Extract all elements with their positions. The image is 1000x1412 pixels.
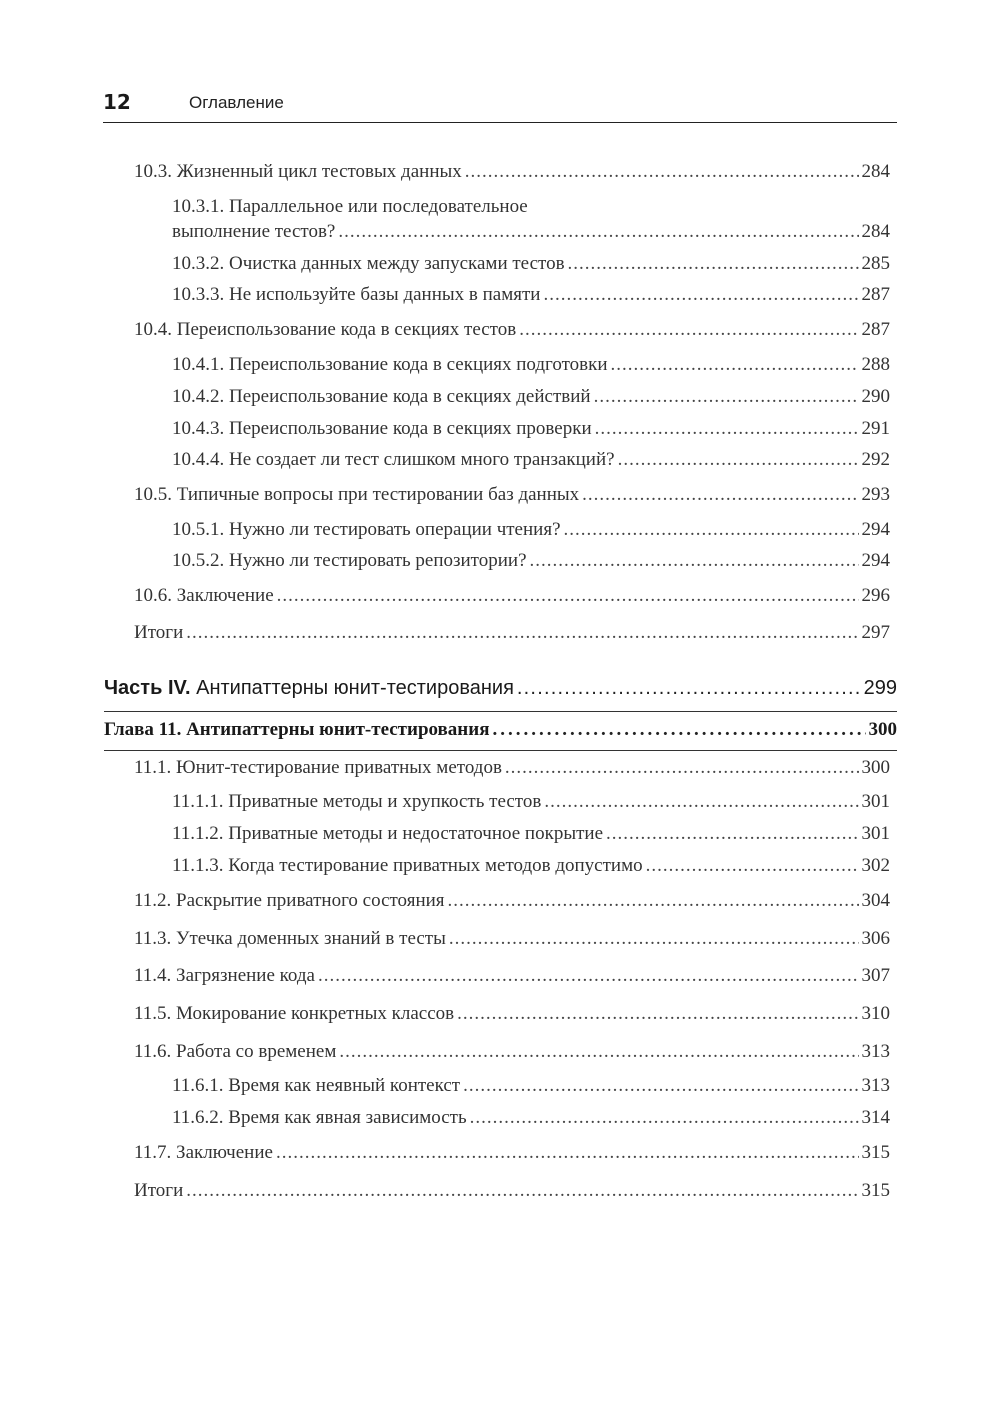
toc-page-number: 300	[868, 719, 897, 740]
toc-part-4[interactable]	[104, 677, 897, 700]
toc-entry-title: 10.3. Жизненный цикл тестовых данных	[134, 161, 462, 182]
toc-entry-summary-10[interactable]	[134, 622, 890, 644]
toc-page-number: 293	[861, 484, 890, 505]
page-header	[103, 88, 897, 123]
toc-page-number: 287	[861, 319, 890, 340]
toc-entry-10-4-3[interactable]	[172, 418, 890, 440]
toc-entry-10-5[interactable]	[134, 484, 890, 506]
toc-entry-11-6[interactable]	[134, 1041, 890, 1063]
toc-page-number: 291	[861, 418, 890, 439]
toc-page-number: 304	[861, 890, 890, 911]
toc-chapter-11[interactable]	[104, 719, 897, 741]
toc-entry-10-5-1[interactable]	[172, 519, 890, 541]
toc-entry-title: 10.4.1. Переиспользование кода в секциях подготовки	[172, 354, 608, 375]
toc-entry-11-1-1[interactable]	[172, 791, 890, 813]
toc-page-number: 299	[863, 677, 897, 699]
dot-leader	[564, 519, 859, 541]
divider	[104, 711, 897, 712]
toc-entry-title: 11.7. Заключение	[134, 1142, 273, 1163]
toc-entry-11-5[interactable]	[134, 1003, 890, 1025]
toc-page-number: 307	[861, 965, 890, 986]
dot-leader	[505, 757, 859, 779]
toc-page-number: 313	[861, 1041, 890, 1062]
toc-page-number: 294	[861, 550, 890, 571]
toc-entry-10-3-1[interactable]	[172, 221, 890, 243]
toc-entry-title: 10.3.3. Не используйте базы данных в памяти	[172, 284, 541, 305]
dot-leader	[611, 354, 859, 376]
dot-leader	[338, 221, 858, 243]
toc-entry-10-4-4[interactable]	[172, 449, 890, 471]
part-heading	[104, 677, 514, 700]
dot-leader	[568, 253, 859, 275]
toc-entry-title: 11.1. Юнит-тестирование приватных методов	[134, 757, 502, 778]
dot-leader	[544, 791, 858, 813]
toc-entry-title: 11.3. Утечка доменных знаний в тесты	[134, 928, 446, 949]
toc-page-number: 310	[861, 1003, 890, 1024]
toc-entry-10-4[interactable]	[134, 319, 890, 341]
dot-leader	[582, 484, 858, 506]
toc-page-number: 296	[861, 585, 890, 606]
toc-page-number: 285	[861, 253, 890, 274]
dot-leader	[449, 928, 859, 950]
dot-leader	[519, 319, 858, 341]
part-label: Часть IV.	[104, 677, 191, 699]
toc-entry-title: 11.1.3. Когда тестирование приватных методов допустимо	[172, 855, 643, 876]
toc-entry-title: 10.5.2. Нужно ли тестировать репозитории?	[172, 550, 527, 571]
dot-leader	[530, 550, 859, 572]
toc-entry-10-3-1-line1[interactable]: 10.3.1. Параллельное или последовательное	[172, 196, 528, 217]
toc-entry-title: 10.3.2. Очистка данных между запусками тестов	[172, 253, 565, 274]
toc-entry-11-4[interactable]	[134, 965, 890, 987]
dot-leader	[277, 585, 859, 607]
toc-entry-title: 10.4. Переиспользование кода в секциях тестов	[134, 319, 517, 340]
toc-entry-11-2[interactable]	[134, 890, 890, 912]
toc-entry-title: 11.6.2. Время как явная зависимость	[172, 1107, 467, 1128]
toc-entry-title: Итоги	[134, 622, 184, 643]
toc-entry-title: 10.5. Типичные вопросы при тестировании баз данных	[134, 484, 580, 505]
toc-entry-11-1-3[interactable]	[172, 855, 890, 877]
dot-leader	[186, 1180, 858, 1202]
dot-leader	[470, 1107, 859, 1129]
divider	[104, 750, 897, 751]
toc-entry-10-4-1[interactable]	[172, 354, 890, 376]
dot-leader	[318, 965, 859, 987]
toc-entry-title: 10.4.4. Не создает ли тест слишком много транзакций?	[172, 449, 615, 470]
toc-entry-title: 10.4.3. Переиспользование кода в секциях проверки	[172, 418, 592, 439]
toc-entry-11-6-2[interactable]	[172, 1107, 890, 1129]
dot-leader	[543, 284, 858, 306]
part-title: Антипаттерны юнит-тестирования	[196, 677, 514, 699]
dot-leader	[646, 855, 859, 877]
dot-leader	[448, 890, 859, 912]
dot-leader	[492, 719, 865, 741]
toc-page-number: 302	[861, 855, 890, 876]
dot-leader	[606, 823, 859, 845]
chapter-title: Глава 11. Антипаттерны юнит-тестирования	[104, 719, 490, 740]
toc-entry-summary-11[interactable]	[134, 1180, 890, 1202]
toc-entry-title: Итоги	[134, 1180, 184, 1201]
toc-page-number: 292	[861, 449, 890, 470]
toc-page-number: 313	[861, 1075, 890, 1096]
dot-leader	[595, 418, 859, 440]
toc-entry-10-5-2[interactable]	[172, 550, 890, 572]
toc-entry-title: 11.1.1. Приватные методы и хрупкость тестов	[172, 791, 542, 812]
toc-entry-11-1[interactable]	[134, 757, 890, 779]
toc-page-number: 294	[861, 519, 890, 540]
running-title: Оглавление	[189, 93, 284, 112]
page-number: 12	[103, 90, 131, 114]
toc-page-number: 287	[861, 284, 890, 305]
dot-leader	[186, 622, 858, 644]
dot-leader	[594, 386, 859, 408]
toc-entry-title: 10.5.1. Нужно ли тестировать операции чтения?	[172, 519, 561, 540]
toc-page-number: 288	[861, 354, 890, 375]
dot-leader	[618, 449, 859, 471]
toc-page-number: 306	[861, 928, 890, 949]
toc-page-number: 315	[861, 1180, 890, 1201]
toc-page-number: 314	[861, 1107, 890, 1128]
toc-entry-title: 10.6. Заключение	[134, 585, 274, 606]
toc-page-number: 290	[861, 386, 890, 407]
dot-leader	[463, 1075, 858, 1097]
toc-entry-title: 10.4.2. Переиспользование кода в секциях действий	[172, 386, 591, 407]
toc-entry-10-3[interactable]	[134, 161, 890, 183]
toc-entry-10-4-2[interactable]	[172, 386, 890, 408]
toc-page-number: 300	[861, 757, 890, 778]
toc-entry-10-3-2[interactable]	[172, 253, 890, 275]
toc-entry-title: 11.2. Раскрытие приватного состояния	[134, 890, 445, 911]
toc-entry-10-6[interactable]	[134, 585, 890, 607]
toc-page-number: 301	[861, 791, 890, 812]
toc-page-number: 297	[861, 622, 890, 643]
toc-entry-11-6-1[interactable]	[172, 1075, 890, 1097]
toc-entry-title: 11.1.2. Приватные методы и недостаточное покрытие	[172, 823, 603, 844]
toc-entry-11-1-2[interactable]	[172, 823, 890, 845]
toc-entry-title: 11.5. Мокирование конкретных классов	[134, 1003, 455, 1024]
dot-leader	[276, 1142, 859, 1164]
toc-page-number: 315	[861, 1142, 890, 1163]
toc-page-number: 284	[861, 221, 890, 242]
dot-leader	[457, 1003, 858, 1025]
toc-entry-title: 11.6.1. Время как неявный контекст	[172, 1075, 461, 1096]
toc-entry-title: 11.6. Работа со временем	[134, 1041, 337, 1062]
toc-entry-10-3-3[interactable]	[172, 284, 890, 306]
dot-leader	[517, 677, 861, 700]
toc-page-number: 284	[861, 161, 890, 182]
toc-entry-title: 11.4. Загрязнение кода	[134, 965, 315, 986]
toc-entry-11-3[interactable]	[134, 928, 890, 950]
toc-page-number: 301	[861, 823, 890, 844]
toc-entry-11-7[interactable]	[134, 1142, 890, 1164]
dot-leader	[465, 161, 859, 183]
toc-entry-title: выполнение тестов?	[172, 221, 336, 242]
dot-leader	[339, 1041, 858, 1063]
